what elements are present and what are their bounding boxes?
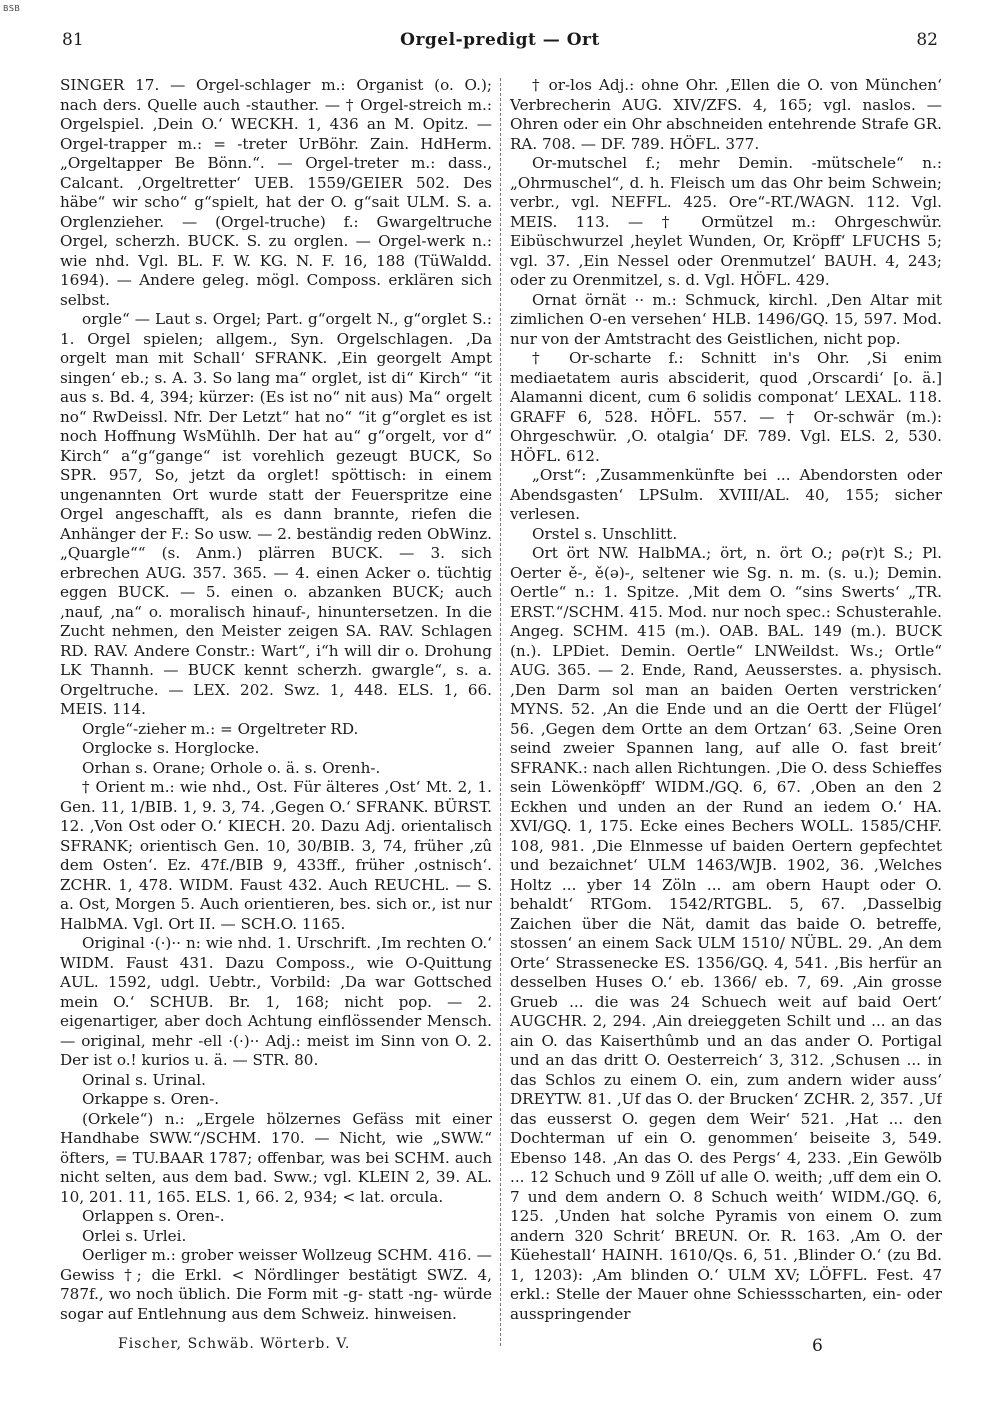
right-page-number: 82 xyxy=(916,30,938,50)
entry-orient: † Orient m.: wie nhd., Ost. Für älteres ‚Ost‘ Mt. 2, 1. Gen. 11, 1/BIB. 1, 9. 3, 74. ‚Gegen O.‘ SFRANK. BÜRST. 12. ‚Von Ost oder O.‘ KIECH. 20. Dazu Adj. orientalisch SFRANK; orientisch Gen. 10, 30/BIB. 3, 74, früher ‚zû dem Osten‘. Ez. 47f./BIB 9, 433ff., früher ‚ostnisch‘. ZCHR. 1, 478. WIDM. Faust 432. Auch REUCHL. — S. a. Ost, Morgen 5. Auch orientieren, bes. sich or., ist nur HalbMA. Vgl. Ort II. — SCH.O. 1165. xyxy=(60,778,492,933)
printer-signature: Fischer, Schwäb. Wörterb. V. xyxy=(118,1336,351,1352)
entry-orgel-compounds: SINGER 17. — Orgel-schlager m.: Organist (o. O.); nach ders. Quelle auch -stauther. — † Orgel-streich m.: Orgelspiel. ‚Dein O.‘ WECKH. 1, 436 an M. Opitz. — Orgel-trapper m.: = -treter UrBöhr. Zain. HdHerm. „Orgeltapper Be Bönn.“. — Orgel-treter m.: dass., Calcant. ‚Orgeltretter‘ UEB. 1559/GEIER 502. Des häbe“ wir scho“ g“spielt, hat der O. g“sait ULM. S. a. Orglenzieher. — (Orgel-truche) f.: Gwargeltruche Orgel, scherzh. BUCK. S. zu orglen. — Orgel-werk n.: wie nhd. Vgl. BL. F. W. KG. N. F. 16, 188 (TüWaldd. 1694). — Andere geleg. mögl. Composs. erklären sich selbst. xyxy=(60,76,492,309)
column-divider xyxy=(500,78,501,1346)
left-column xyxy=(60,76,492,1328)
entry-orkelein: (Orkele“) n.: „Ergele hölzernes Gefäss mit einer Handhabe SWW.“/SCHM. 170. — Nicht, wie „SWW.“ öfters, = TU.BAAR 1787; offenbar, was bei SCHM. auch nicht selten, aus dem bad. Sww.; vgl. KLEIN 2, 39. AL. 10, 201. 11, 165. ELS. 1, 66. 2, 934; < lat. orcula. xyxy=(60,1109,492,1206)
entry-oerliger: Oerliger m.: grober weisser Wollzeug SCHM. 416. — Gewiss †; die Erkl. < Nördlinger bestätigt SWZ. 4, 787f., wo noch üblich. Die Form mit -g- statt -ng- würde sogar auf Entlehnung aus dem Schweiz. hinweisen. xyxy=(60,1246,492,1323)
entry-orglocke: Orglocke s. Horglocke. xyxy=(82,739,260,757)
entry-orhan: Orhan s. Orane; Orhole o. ä. s. Orenh-. xyxy=(82,758,381,777)
entry-orlei: Orlei s. Urlei. xyxy=(82,1226,187,1245)
page-header xyxy=(62,30,938,58)
entry-orscharte: † Or-scharte f.: Schnitt in's Ohr. ‚Si enim mediaetatem auris absciderit, quod ‚Orscardi‘ [o. ä.] Alamanni dicent, cum 6 solidis componat‘ LEXAL. 118. GRAFF 6, 528. HÖFL. 557. — † Or-schwär (m.): Ohrgeschwür. ‚O. otalgia‘ DF. 789. Vgl. ELS. 2, 530. HÖFL. 612. xyxy=(510,349,942,465)
entry-orstel: Orstel s. Unschlitt. xyxy=(532,524,678,543)
entry-ornat: Ornat örnät ·· m.: Schmuck, kirchl. ‚Den Altar mit zimlichen O-en versehen‘ HLB. 1496/GQ. 15, 597. Mod. nur von der Amtstracht des Geistlichen, nicht pop. xyxy=(510,290,942,348)
left-page-number: 81 xyxy=(62,30,84,50)
entry-ort: Ort ört NW. HalbMA.; ört, n. ört O.; ρə(r)t S.; Pl. Oerter ě-, ě(ə)-, seltener wie Sg. n. m. (s. u.); Demin. Oertle“ n.: 1. Spitze. ‚Mit dem O. “sins Swerts‘ „TR. ERST.“/SCHM. 415. Mod. nur noch spec.: Schusterahle. Angeg. SCHM. 415 (m.). OAB. BAL. 149 (m.). BUCK (n.). LPDiet. Demin. Oertle“ LNWeildst. Ws.; Ortle“ AUG. 365. — 2. Ende, Rand, Aeusserstes. a. physisch. ‚Den Darm sol man an baiden Oerten verstricken‘ MYNS. 52. ‚An die Ende und an die Oertt der Flügel‘ 56. ‚Gegen dem Ortte an dem Ortzan‘ 63. ‚Seine Oren seind zweier Spannen lang, auf alle O. fast breit‘ SFRANK.: nach allen Richtungen. ‚Die O. dess Schieffes sein Löwenköpff‘ WIDM./GQ. 6, 67. ‚Oben an den 2 Eckhen und unden an der Rund an iedem O.‘ HA. XVI/GQ. 1, 175. Ecke eines Bechers WOLL. 1585/CHF. 108, 981. ‚Die Elnmesse uf baiden Oertern gepfechtet und bezaichnet‘ ULM 1463/WJB. 1902, 36. ‚Welches Holtz ... yber 14 Zöln ... am obern Haupt oder O. behaldt‘ RTGom. 1542/RTGBL. 5, 67. ‚Dasselbig Zaichen über die Nät, damit das baide O. betreffe, stossen‘ an einem Sack ULM 1510/ NÜBL. 29. ‚An dem Orte‘ Strassenecke ES. 1356/GQ. 4, 541. ‚Bis herfür an desselben Huses O.‘ eb. 1366/ eb. 7, 69. ‚Ain grosse Grueb ... die was 24 Schuech weit auf baid Oert‘ AUGCHR. 2, 294. ‚Ain dreieggeten Schilt und ... an das ain O. das Kaiserthûmb und an das ander O. Portigal und an das dritt O. Oesterreich‘ 3, 312. ‚Schusen ... in das Schlos zu einem O. ein, zum andern wider auss‘ DREYTW. 81. ‚Uf das O. der Brucken‘ ZCHR. 2, 357. ‚Uf das eusserst O. gegen dem Weir‘ 521. ‚Hat ... den Dochterman uf ein O. genommen‘ beiseite 3, 549. Ebenso 148. ‚An das O. des Pergs‘ 4, 233. ‚Ein Gewölb ... 12 Schuch und 9 Zöll uf alle O. weith; ‚uff dem ein O. 7 und dem andern O. 8 Schuch weith‘ WIDM./GQ. 6, 125. ‚Unden hat solche Pyramis von einem O. zum andern 320 Schrit‘ BREUN. Or. R. 163. ‚Am O. der Küehestall‘ HAINH. 1610/Qs. 6, 51. ‚Blinder O.‘ (zu Bd. 1, 1203): ‚Am blinden O.‘ ULM XV; LÖFFL. Fest. 47 erkl.: Stelle der Mauer ohne Schiessscharten, ein- oder ausspringender xyxy=(510,544,942,1323)
entry-original: Original ·(·)·· n: wie nhd. 1. Urschrift. ‚Im rechten O.‘ WIDM. Faust 431. Dazu Composs., wie O-Quittung AUL. 1592, udgl. Uebtr., Vorbild: ‚Da war Gottsched mein O.‘ SCHUB. Br. 1, 168; nicht pop. — 2. eigenartiger, aber doch Achtung einflössender Mensch. — original, mehr -ell ·(·)·· Adj.: meist im Sinn von O. 2. Der ist o.! kurios u. ä. — STR. 80. xyxy=(60,934,492,1069)
entry-orglenzieher: Orgle“-zieher m.: = Orgeltreter RD. xyxy=(82,719,359,738)
right-column xyxy=(510,76,942,1328)
entry-orlos: † or-los Adj.: ohne Ohr. ‚Ellen die O. von München‘ Verbrecherin AUG. XIV/ZFS. 4, 165; vgl. naslos. — Ohren oder ein Ohr abschneiden entehrende Strafe GR. RA. 708. — DF. 789. HÖFL. 377. xyxy=(510,76,942,153)
entry-orglen: orgle“ — Laut s. Orgel; Part. g“orgelt N., g“orglet S.: 1. Orgel spielen; allgem., Syn. Orgelschlagen. ‚Da orgelt man mit Schall‘ SFRANK. ‚Ein georgelt Ampt singen‘ eb.; s. A. 3. So lang ma“ orglet, ist di“ Kirch“ “it aus s. Bd. 4, 394; kürzer: (Es ist no“ nit aus) Ma“ orgelt no“ RwDeissl. Nfr. Der Letzt“ hat no“ “it g“orglet es ist noch Hoffnung WsMühlh. Der hat au“ g“orgelt, vor d“ Kirch“ a“g“gange“ ist vorehlich gezeugt BUCK, So SPR. 957, So, jetzt da orglet! spöttisch: in einem ungenannten Ort wurde statt der Feuerspritze eine Orgel angeschafft, als es dann brannte, riefen die Anhänger der F.: So usw. — 2. beständig reden ObWinz. „Quargle““ (s. Anm.) plärren BUCK. — 3. sich erbrechen AUG. 357. 365. — 4. einen Acker o. tüchtig eggen BUCK. — 5. einen o. abzanken BUCK; auch ‚nauf, ‚na“ o. moralisch hinauf-, hinuntersetzen. In die Zucht nehmen, den Meister zeigen SA. RAV. Schlagen RD. RAV. Andere Constr.: Wart“, i“h will dir o. Drohung LK Thannh. — BUCK kennt scherzh. gwargle“, s. a. Orgeltruche. — LEX. 202. Swz. 1, 448. ELS. 1, 66. MEIS. 114. xyxy=(60,310,492,718)
running-title: Orgel-predigt — Ort xyxy=(400,30,600,50)
entry-orinal: Orinal s. Urinal. xyxy=(82,1070,206,1089)
library-stamp: BSB xyxy=(3,4,21,13)
entry-orkappe: Orkappe s. Oren-. xyxy=(82,1090,220,1108)
entry-ormutschel: Or-mutschel f.; mehr Demin. -mütschele“ n.: „Ohrmuschel“, d. h. Fleisch um das Ohr beim Schwein; verbr., vgl. NEFFL. 425. Ore“-RT./WAGN. 112. Vgl. MEIS. 113. — † Ormützel m.: Ohrgeschwür. Eibüschwurzel ‚heylet Wunden, Or, Kröpff‘ LFUCHS 5; vgl. 37. ‚Ein Nessel oder Orenmutzel‘ BAUH. 4, 243; oder zu Orenmitzel, s. d. Vgl. HÖFL. 429. xyxy=(510,154,942,289)
sheet-number: 6 xyxy=(812,1336,823,1356)
entry-orst: „Orst“: ‚Zusammenkünfte bei ... Abendorsten oder Abendsgasten‘ LPSulm. XVIII/AL. 40, 155; sicher verlesen. xyxy=(510,466,942,523)
entry-orlappen: Orlappen s. Oren-. xyxy=(82,1207,225,1225)
